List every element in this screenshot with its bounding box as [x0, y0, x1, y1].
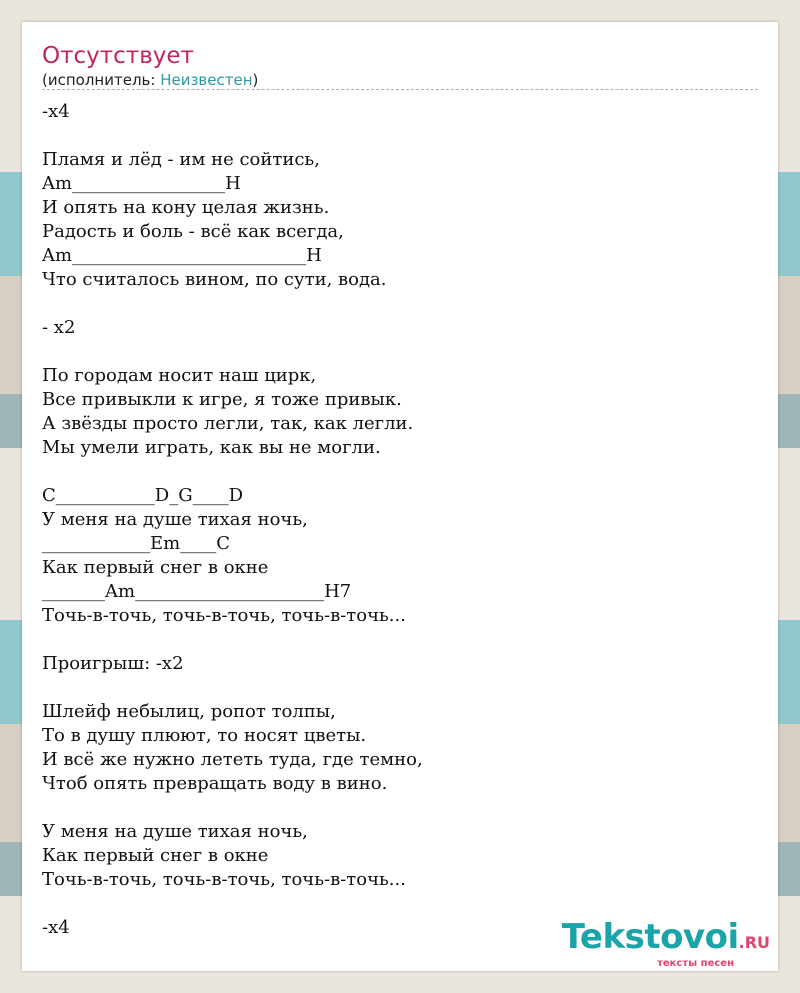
site-logo[interactable]: [562, 918, 770, 969]
song-title: Отсутствует: [42, 43, 194, 69]
artist-suffix: ): [252, 71, 259, 89]
artist-link[interactable]: Неизвестен: [160, 71, 253, 89]
artist-line: [42, 70, 258, 90]
lyrics-text: -x4 Пламя и лёд - им не сойтись, Am_________________H И опять на кону целая жизнь. Радость и боль - всё как всегда, Am__________________________H Что считалось вином, по сути, вода. - x2 По городам носит наш цирк, Все привыкли к игре, я тоже привык. А звёзды просто легли, так, как легли. Мы умели играть, как вы не могли. C___________D_G____D У меня на душе тихая ночь, ____________Em____C Как первый снег в окне _______Am_____________________H7 Точь-в-точь, точь-в-точь, точь-в-точь... Проигрыш: -x2 Шлейф небылиц, ропот толпы, То в душу плюют, то носят цветы. И всё же нужно лететь туда, где темно, Чтоб опять превращать воду в вино. У меня на душе тихая ночь, Как первый снег в окне Точь-в-точь, точь-в-точь, точь-в-точь... -x4: [42, 101, 423, 938]
logo-name: Tekstovoi: [561, 917, 739, 957]
title-divider: [42, 89, 758, 90]
lyrics-card: [22, 22, 778, 971]
artist-prefix: (исполнитель:: [42, 71, 161, 89]
logo-tld: .RU: [738, 933, 770, 952]
logo-tagline: тексты песен: [657, 958, 734, 969]
